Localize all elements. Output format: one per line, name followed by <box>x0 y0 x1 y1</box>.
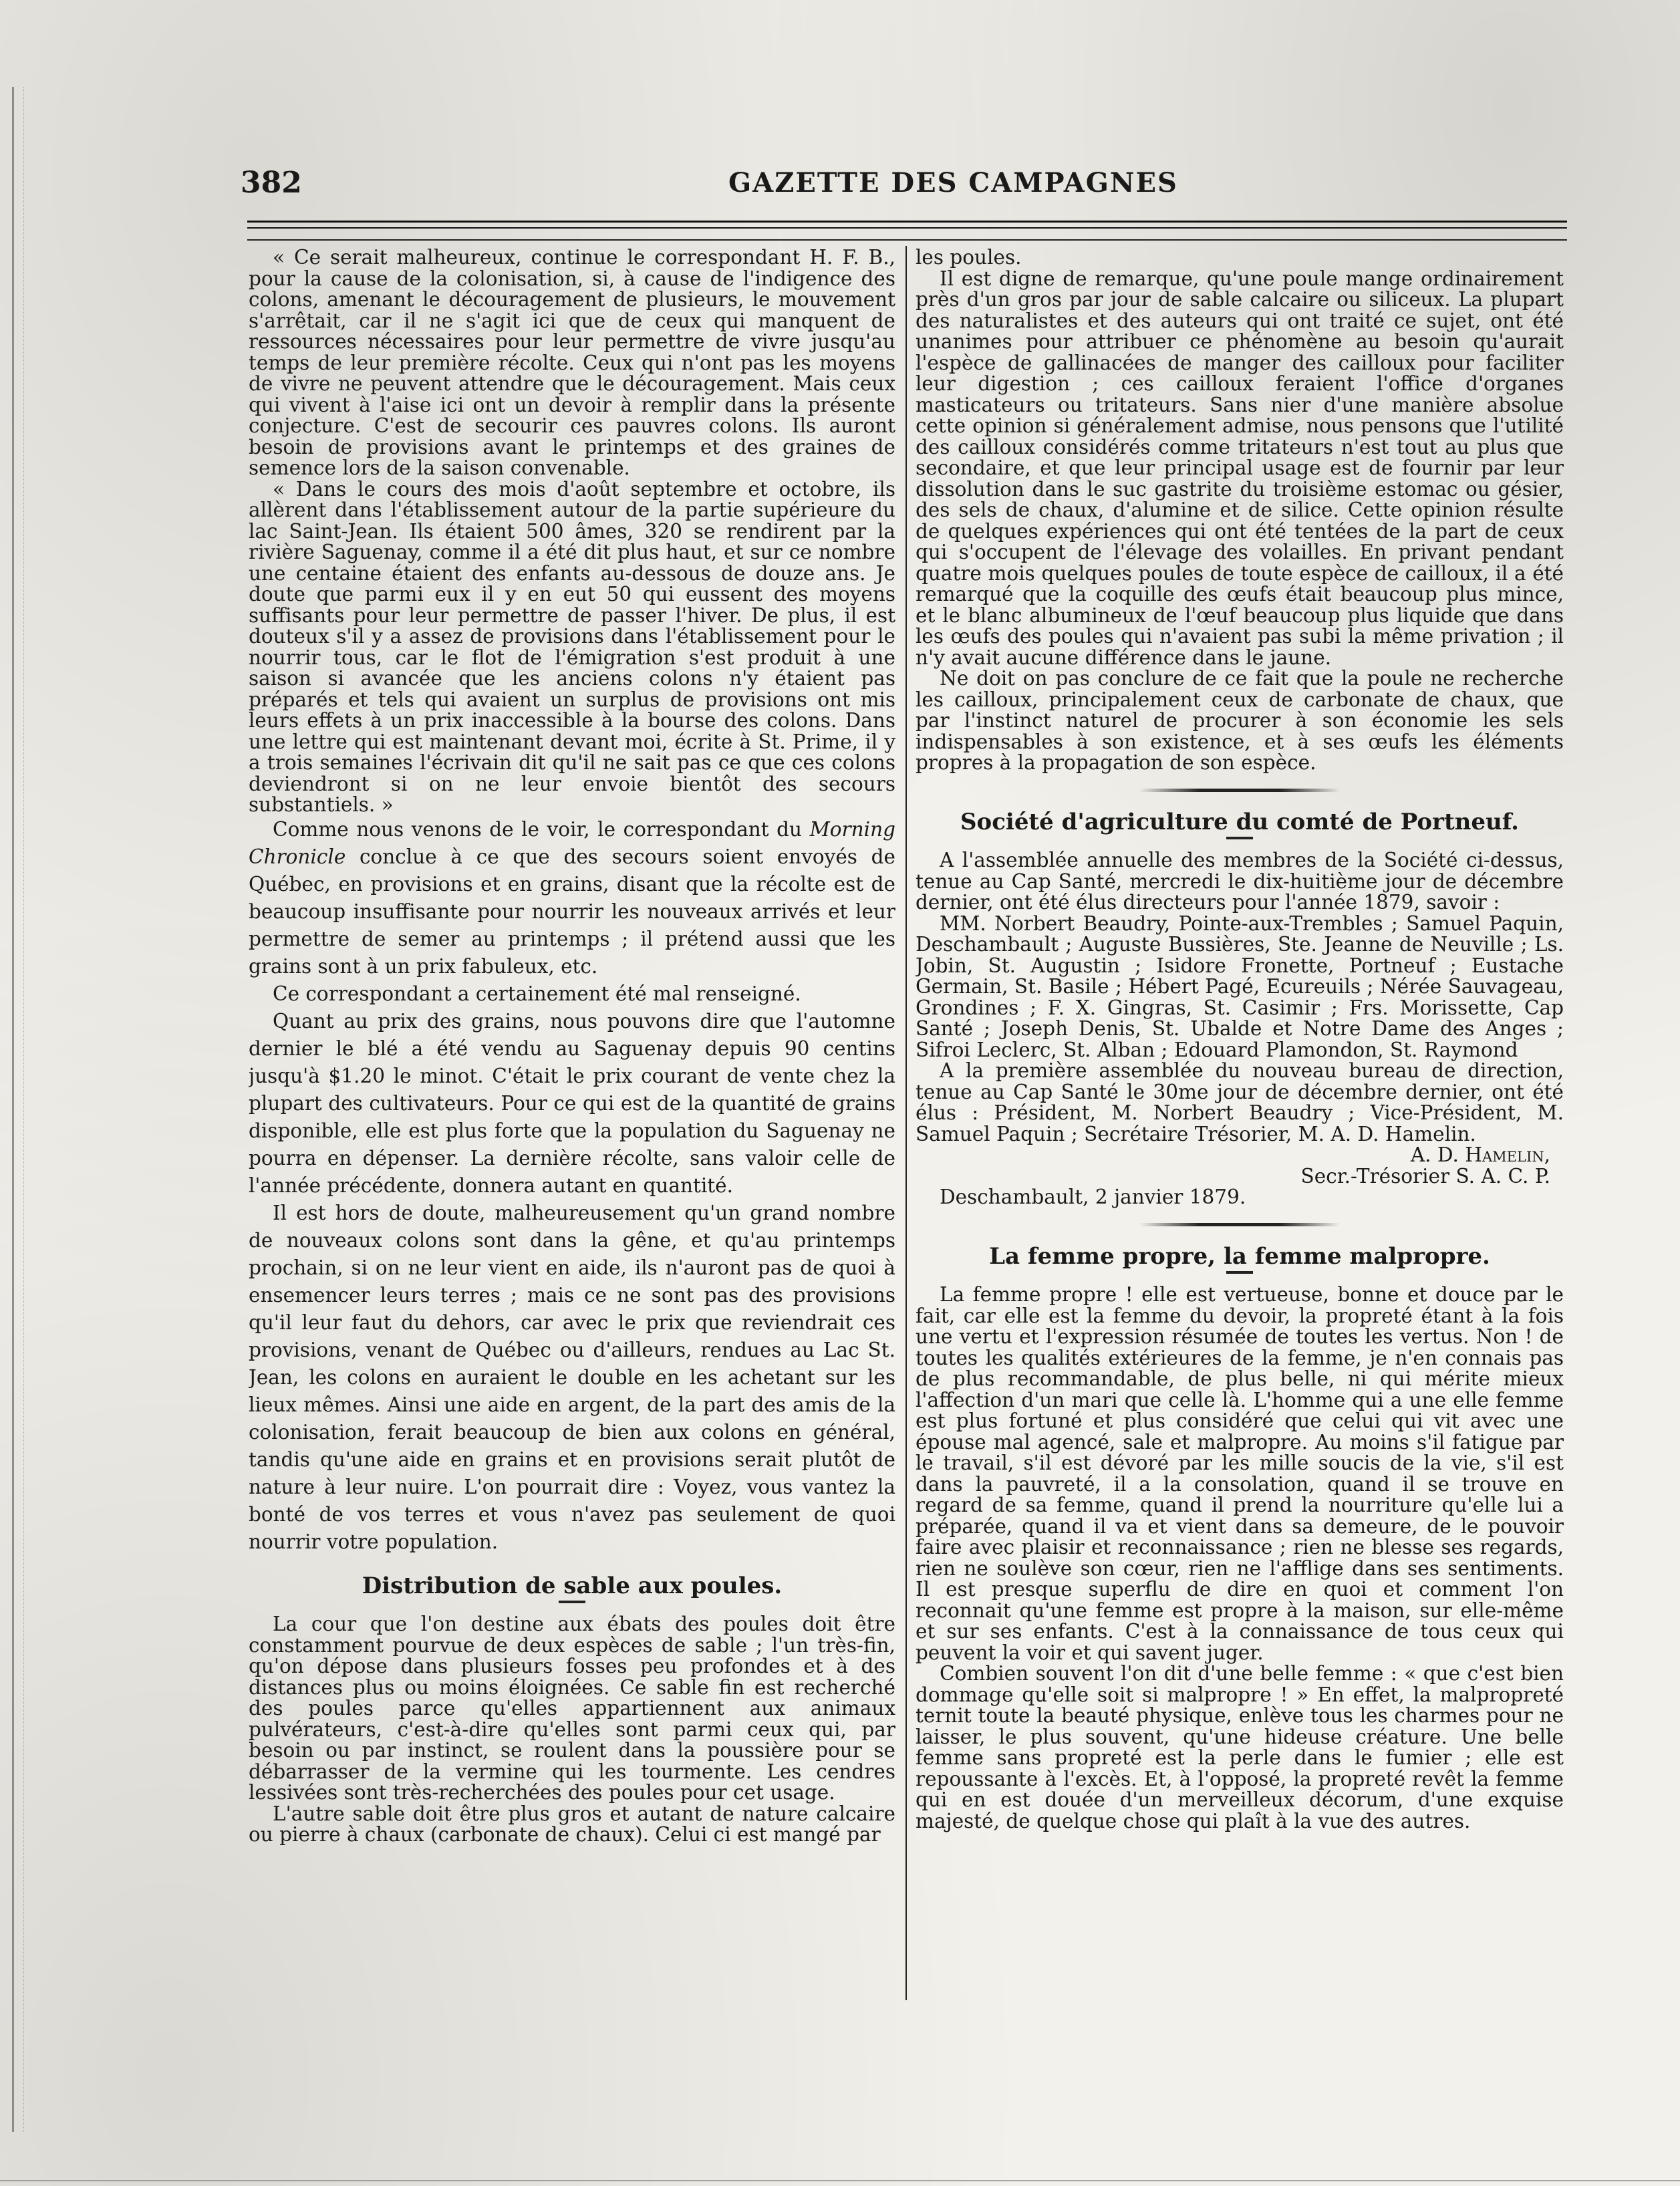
article-paragraph: Il est hors de doute, malheureusement qu'un grand nombre de nouveaux colons sont dans la gêne, et qu'au printemps prochain, si on ne leur vient en aide, ils n'auront pas de quoi à ensemencer leurs terres ; mais ce ne sont pas des provisions qu'il leur faut du dehors, car avec le prix que reviendrait ces provisions, venant de Québec ou d'ailleurs, rendues au Lac St. Jean, les colons en auraient le double en les achetant sur les lieux mêmes. Ainsi une aide en argent, de la part des amis de la colonisation, ferait beaucoup de bien aux colons en général, tandis qu'une aide en grains et en provisions serait plutôt de nature à leur nuire. L'on pourrait dire : Voyez, vous vantez la bonté de vos terres et vous n'avez pas seulement de quoi nourrir votre population. <box>249 1201 895 1553</box>
article-paragraph: Ce correspondant a certainement été mal renseigné. <box>273 982 801 1005</box>
section-rule <box>559 1601 585 1603</box>
section-separator <box>1139 789 1340 792</box>
article-paragraph: Comme nous venons de le voir, le correspondant du Morning Chronicle conclue à ce que des secours soient envoyés de Québec, en provisions et en grains, disant que la récolte est de beaucoup insuffisante pour nourrir les nouveaux arrivés et leur permettre de semer au printemps ; il prétend aussi que les grains sont à un prix fabuleux, etc. <box>249 817 895 978</box>
article-paragraph: A l'assemblée annuelle des membres de la Société ci-dessus, tenue au Cap Santé, mercredi le dix-huitième jour de décembre dernier, ont été élus directeurs pour l'année 1879, savoir : <box>916 849 1564 914</box>
page-bottom-edge <box>0 2180 1680 2181</box>
section-title-femme: La femme propre, la femme malpropre. <box>989 1242 1490 1270</box>
article-paragraph: La femme propre ! elle est vertueuse, bonne et douce par le fait, car elle est la femme du devoir, la propreté étant à la fois une vertu et l'expression résumée de toutes les vertus. Non ! de toutes les qualités extérieures de la femme, je n'en connais pas de plus recommandable, de plus belle, ni qui mérite mieux l'affection d'un mari que celle là. L'homme qui a une elle femme est plus fortuné et plus considéré que celui qui vit avec une épouse mal agencé, sale et malpropre. Au moins s'il fatigue par le travail, s'il est dévoré par les mille soucis de la vie, s'il est dans la pauvreté, il a la consolation, quand il se trouve en regard de sa femme, quand il prend la nourriture qu'elle lui a préparée, quand il va et vient dans sa demeure, de le pouvoir faire avec plaisir et reconnaissance ; rien ne blesse ses regards, rien ne soulève son cœur, rien ne l'afflige dans ses sentiments. Il est presque superflu de dire en quoi et comment l'on reconnait qu'une femme est propre à la maison, sur elle-même et sur ses enfants. C'est à la connaissance de tous ceux qui peuvent la voir et qui savent juger. <box>916 1283 1564 1664</box>
section-title-sable: Distribution de sable aux poules. <box>362 1572 783 1599</box>
article-paragraph: Ne doit on pas conclure de ce fait que la poule ne recherche les cailloux, principalement ceux de carbonate de chaux, que par l'instinct naturel de procurer à son économie les sels indispensables à son existence, et à ses œufs les éléments propres à la propagation de son espèce. <box>916 667 1564 774</box>
header-rule-thin <box>247 239 1567 241</box>
article-paragraph: Quant au prix des grains, nous pouvons dire que l'automne dernier le blé a été vendu au Saguenay depuis 90 centins jusqu'à $1.20 le minot. C'était le prix courant de vente chez la plupart des cultivateurs. Pour ce qui est de la quantité de grains disponible, elle est plus forte que la population du Saguenay ne pourra en dépenser. La dernière récolte, sans valoir celle de l'année précédente, donnera autant en quantité. <box>249 1009 895 1197</box>
article-paragraph: « Dans le cours des mois d'août septembre et octobre, ils allèrent dans l'établissement autour de la partie supérieure du lac Saint-Jean. Ils étaient 500 âmes, 320 se rendirent par la rivière Saguenay, comme il a été dit plus haut, et sur ce nombre une centaine étaient des enfants au-dessous de douze ans. Je doute que parmi eux il y en eut 50 qui eussent des moyens suffisants pour leur permettre de passer l'hiver. De plus, il est douteux s'il y a assez de provisions dans l'établissement pour le nourrir tous, car le flot de l'émigration s'est produit à une saison si avancée que les anciens colons n'y étaient pas préparés et tels qui avaient un surplus de provisions ont mis leurs effets à un prix inaccessible à la bourse des colons. Dans une lettre qui est maintenant devant moi, écrite à St. Prime, il y a trois semaines l'écrivain dit qu'il ne sait pas ce que ces colons deviendront si on ne leur envoie bientôt des secours substantiels. » <box>249 477 895 816</box>
newspaper-name: Morning Chronicle <box>249 817 895 868</box>
section-rule <box>1226 837 1253 839</box>
header-rule <box>247 221 1567 229</box>
page-header <box>241 166 1570 206</box>
page-number: 382 <box>241 166 302 200</box>
page-title: GAZETTE DES CAMPAGNES <box>728 167 1178 198</box>
dateline: Deschambault, 2 janvier 1879. <box>940 1186 1246 1208</box>
article-paragraph: A la première assemblée du nouveau bureau de direction, tenue au Cap Santé le 30me jour de décembre dernier, ont été élus : Président, M. Norbert Beaudry ; Vice-Président, M. Samuel Paquin ; Secrétaire Trésorier, M. A. D. Hamelin. <box>916 1059 1564 1145</box>
section-rule <box>1226 1271 1253 1274</box>
column-divider <box>905 246 907 2000</box>
article-paragraph: Combien souvent l'on dit d'une belle femme : « que c'est bien dommage qu'elle soit si malpropre ! » En effet, la malpropreté ternit toute la beauté physique, enlève tous les charmes pour ne laisser, le plus souvent, qu'une hideuse créature. Une belle femme sans propreté est la perle dans le fumier ; elle est repoussante à l'excès. Et, à l'opposé, la propreté revêt la femme qui en est douée d'un merveilleux décorum, d'une exquise majesté, de quelque chose qui plaît à la vue des autres. <box>916 1662 1564 1832</box>
article-paragraph: Il est digne de remarque, qu'une poule mange ordinairement près d'un gros par jour de sable calcaire ou siliceux. La plupart des naturalistes et des auteurs qui ont traité ce sujet, ont été unanimes pour attribuer ce phénomène au besoin qu'aurait l'espèce de gallinacées de manger des cailloux pour faciliter leur digestion ; ces cailloux feraient l'office d'organes masticateurs ou tritateurs. Sans nier d'une manière absolue cette opinion si généralement admise, nous pensons que l'utilité des cailloux considérés comme tritateurs n'est tout au plus que secondaire, et que leur principal usage est de fournir par leur dissolution dans le suc gastrite du troisième estomac ou gésier, des sels de chaux, d'alumine et de silice. Cette opinion résulte de quelques expériences qui ont été tentées de la part de ceux qui s'occupent de l'élevage des volailles. En privant pendant quatre mois quelques poules de toute espèce de cailloux, il a été remarqué que la coquille des œufs était beaucoup plus mince, et le blanc albumineux de l'œuf beaucoup plus liquide que dans les œufs des poules qui n'avaient pas subi la même privation ; il n'y avait aucune différence dans le jaune. <box>916 267 1564 669</box>
article-paragraph: « Ce serait malheureux, continue le correspondant H. F. B., pour la cause de la colonisation, si, à cause de l'indigence des colons, amenant le découragement de plusieurs, le mouvement s'arrêtait, car il ne s'agit ici que de ceux qui manquent de ressources nécessaires pour leur permettre de vivre jusqu'au temps de leur première récolte. Ceux qui n'ont pas les moyens de vivre ne peuvent attendre que le découragement. Mais ceux qui vivent à l'aise ici ont un devoir à remplir dans la présente conjecture. C'est de secourir ces pauvres colons. Ils auront besoin de provisions avant le printemps et des graines de semence lors de la saison convenable. <box>249 247 895 479</box>
right-column <box>916 247 1564 2012</box>
signature-title: Secr.-Trésorier S. A. C. P. <box>1300 1164 1550 1188</box>
signature-name: A. D. Hamelin, <box>1410 1143 1550 1166</box>
article-paragraph: les poules. <box>916 247 1022 269</box>
left-column <box>249 247 895 2012</box>
article-paragraph: L'autre sable doit être plus gros et autant de nature calcaire ou pierre à chaux (carbonate de chaux). Celui ci est mangé par <box>249 1802 895 1846</box>
section-title-portneuf: Société d'agriculture du comté de Portneuf. <box>960 808 1519 835</box>
article-paragraph: MM. Norbert Beaudry, Pointe-aux-Trembles ; Samuel Paquin, Deschambault ; Auguste Bussières, Ste. Jeanne de Neuville ; Ls. Jobin, St. Augustin ; Isidore Fronette, Portneuf ; Eustache Germain, St. Basile ; Hébert Pagé, Ecureuils ; Nérée Sauvageau, Grondines ; F. X. Gingras, St. Casimir ; Frs. Morissette, Cap Santé ; Joseph Denis, St. Ubalde et Notre Dame des Anges ; Sifroi Leclerc, St. Alban ; Edouard Plamondon, St. Raymond <box>916 912 1564 1061</box>
article-paragraph: La cour que l'on destine aux ébats des poules doit être constamment pourvue de deux espèces de sable ; l'un très-fin, qu'on dépose dans plusieurs fosses peu profondes et à des distances plus ou moins éloignées. Ce sable fin est recherché des poules parce qu'elles appartiennent aux animaux pulvérateurs, c'est-à-dire qu'elles sont parmi ceux qui, par besoin ou par instinct, se roulent dans la poussière pour se débarrasser de la vermine qui les tourmente. Les cendres lessivées sont très-recherchées des poules pour cet usage. <box>249 1613 895 1804</box>
section-separator <box>1139 1223 1340 1226</box>
page-binding-edge <box>12 87 24 2132</box>
